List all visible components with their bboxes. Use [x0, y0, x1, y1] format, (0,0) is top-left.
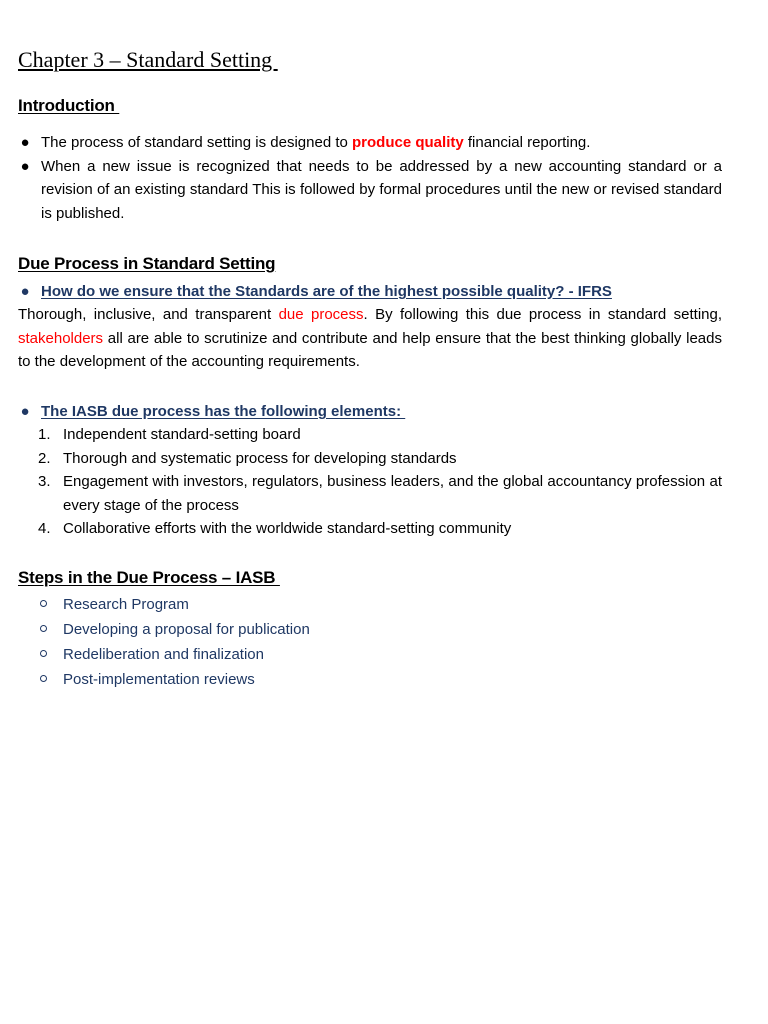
- circle-bullet-icon: [40, 650, 47, 657]
- list-item: [18, 131, 722, 155]
- intro-bullet-2-text: When a new issue is recognized that needs to be addressed by a new accounting standard or a revision of an existing standard This is followed by formal procedures until the new or revised standard is published.: [41, 157, 722, 222]
- intro-bullet-1-text: The process of standard setting is designed to: [41, 134, 353, 151]
- introduction-list: [18, 131, 722, 225]
- list-item: [18, 592, 722, 617]
- list-item: [18, 155, 722, 226]
- item-number: 2.: [38, 449, 51, 467]
- step-text: Post-implementation reviews: [63, 671, 255, 688]
- item-text: Independent standard-setting board: [63, 426, 301, 443]
- item-text: Collaborative efforts with the worldwide standard-setting community: [63, 520, 512, 538]
- item-text: Thorough and systematic process for developing standards: [63, 449, 457, 467]
- introduction-heading: Introduction: [18, 96, 120, 115]
- due-process-heading: Due Process in Standard Setting: [18, 254, 276, 273]
- steps-heading: Steps in the Due Process – IASB: [18, 568, 280, 587]
- item-number: 3.: [38, 473, 51, 491]
- step-text: Redeliberation and finalization: [63, 646, 264, 663]
- bullet-icon: ●: [20, 403, 30, 420]
- step-text: Research Program: [63, 596, 189, 613]
- list-item: [18, 667, 722, 692]
- list-item: [18, 617, 722, 642]
- chapter-title: Chapter 3 – Standard Setting: [18, 47, 278, 72]
- due-process-paragraph: [18, 303, 722, 374]
- list-item: [18, 517, 722, 541]
- bullet-icon: ●: [20, 157, 30, 175]
- stakeholders-highlight: stakeholders: [18, 329, 104, 347]
- paragraph-text: . By following this due process in standard setting,: [363, 306, 723, 323]
- list-item: [18, 470, 722, 517]
- list-item: [18, 280, 722, 304]
- step-text: Developing a proposal for publication: [63, 621, 310, 638]
- item-number: 4.: [38, 520, 51, 538]
- list-item: [18, 447, 722, 471]
- circle-bullet-icon: [40, 675, 47, 682]
- paragraph-text: Thorough, inclusive, and transparent: [18, 306, 279, 323]
- item-text: Engagement with investors, regulators, business leaders, and the global accountancy profession at every stage of the process: [63, 473, 722, 514]
- item-number: 1.: [38, 426, 51, 443]
- bullet-icon: ●: [20, 134, 30, 151]
- produce-quality-highlight: produce quality: [352, 134, 464, 151]
- circle-bullet-icon: [40, 625, 47, 632]
- due-process-highlight: due process: [278, 306, 364, 323]
- intro-bullet-1-text-end: financial reporting.: [463, 134, 591, 151]
- list-item: [18, 423, 722, 447]
- bullet-icon: ●: [20, 283, 30, 300]
- elements-list: [18, 423, 722, 541]
- quality-question: How do we ensure that the Standards are of the highest possible quality? - IFRS: [41, 283, 612, 300]
- circle-bullet-icon: [40, 600, 47, 607]
- steps-list: [18, 592, 722, 692]
- list-item: [18, 642, 722, 667]
- paragraph-text: all are able to scrutinize and contribute and help ensure that the best thinking globally leads to the development of the accounting requirements.: [18, 329, 722, 371]
- elements-heading: The IASB due process has the following elements:: [41, 403, 406, 420]
- list-item: [18, 400, 722, 424]
